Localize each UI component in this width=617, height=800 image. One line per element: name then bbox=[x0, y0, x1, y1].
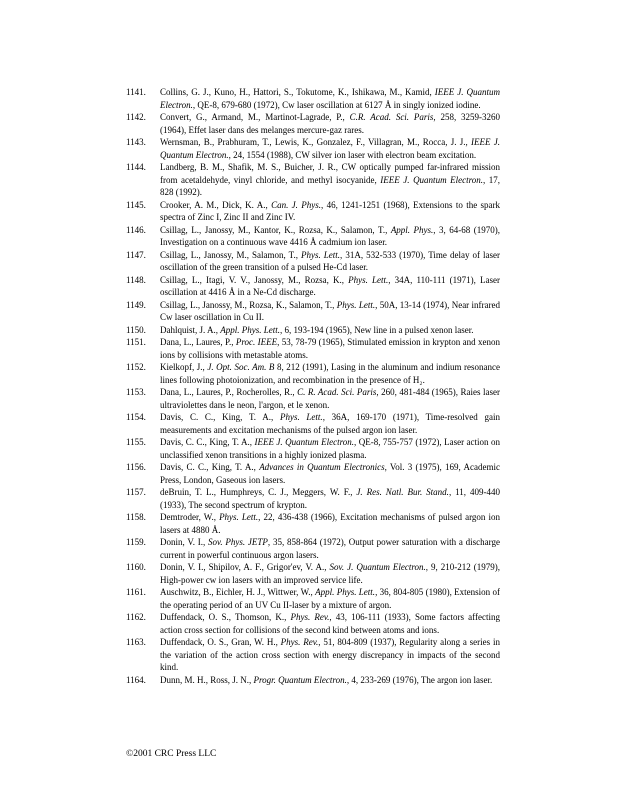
reference-item bbox=[126, 324, 500, 337]
reference-segment: , 46, 1241-1251 (1968), Extensions to the spark spectra of Zinc I, Zinc II and Zinc IV. bbox=[160, 199, 501, 222]
reference-item bbox=[126, 461, 500, 486]
reference-item bbox=[126, 486, 500, 511]
reference-number: 1151. bbox=[126, 337, 146, 347]
reference-segment: , 43, 106-111 (1933), Some factors affecting action cross section for collisions of the second kind between atoms and ions. bbox=[160, 612, 500, 635]
journal-name: Appl. Phys. Lett. bbox=[315, 587, 376, 597]
reference-segment: , 6, 193-194 (1965), New line in a pulsed xenon laser. bbox=[280, 324, 474, 335]
reference-segment: Csillag, L., Itagi, V. V., Janossy, M., Rozsa, K., bbox=[160, 274, 349, 285]
journal-name: IEEE J. Quantum Electron. bbox=[160, 137, 501, 160]
reference-item bbox=[126, 249, 500, 274]
reference-number-gap bbox=[150, 611, 160, 636]
reference-text bbox=[160, 86, 500, 111]
reference-number: 1162. bbox=[126, 612, 146, 622]
reference-text bbox=[160, 336, 500, 361]
reference-number: 1159. bbox=[126, 537, 146, 547]
reference-number-gap bbox=[150, 636, 160, 674]
journal-name: Sov. J. Quantum Electron. bbox=[329, 562, 426, 572]
reference-item bbox=[126, 111, 500, 136]
reference-item bbox=[126, 224, 500, 249]
reference-number: 1146. bbox=[126, 224, 146, 235]
reference-item bbox=[126, 636, 500, 674]
reference-number: 1157. bbox=[126, 487, 146, 497]
reference-number-gap bbox=[150, 336, 160, 361]
reference-number-gap bbox=[150, 461, 160, 486]
copyright-footer: ©2001 CRC Press LLC bbox=[126, 749, 217, 759]
journal-name: IEEE J. Quantum Electron. bbox=[380, 174, 483, 185]
reference-segment: , QE-8, 679-680 (1972), Cw laser oscillation at 6127 Å in singly ionized iodine. bbox=[192, 99, 481, 110]
reference-number: 1150. bbox=[126, 324, 146, 335]
reference-number-gap bbox=[150, 511, 160, 536]
reference-number-gap bbox=[150, 536, 160, 561]
reference-segment: Dana, L., Laures, P., Rocherolles, R., bbox=[160, 387, 298, 397]
reference-text bbox=[160, 324, 500, 337]
journal-name: Phys. Lett. bbox=[336, 299, 376, 310]
reference-text bbox=[160, 111, 500, 136]
reference-number: 1155. bbox=[126, 437, 146, 447]
reference-text bbox=[160, 536, 500, 561]
reference-text bbox=[160, 199, 500, 224]
reference-number-gap bbox=[150, 136, 160, 161]
reference-number-gap bbox=[150, 561, 160, 586]
reference-number-gap bbox=[150, 111, 160, 136]
journal-name: Phys. Lett. bbox=[219, 512, 259, 522]
reference-number: 1149. bbox=[126, 299, 146, 310]
journal-name: Phys. Lett. bbox=[348, 274, 389, 285]
reference-item bbox=[126, 611, 500, 636]
reference-item bbox=[126, 411, 500, 436]
reference-segment: Dunn, M. H., Ross, J. N., bbox=[160, 674, 254, 685]
reference-number: 1152. bbox=[126, 362, 146, 372]
reference-number-gap bbox=[150, 361, 160, 386]
journal-name: Proc. IEEE bbox=[235, 337, 278, 347]
reference-segment: Kielkopf, J., bbox=[160, 362, 208, 372]
reference-segment: , 51, 804-809 (1937), Regularity along a series in the variation of the action cross section with energy discrepancy in impacts of the second kind. bbox=[160, 637, 500, 672]
journal-name: Phys. Lett. bbox=[301, 249, 341, 260]
reference-segment: , Vol. 3 (1975), 169, Academic Press, London, Gaseous ion lasers. bbox=[160, 462, 501, 485]
reference-segment: , 260, 481-484 (1965), Raies laser ultraviolettes dans le neon, l'argon, et le xenon. bbox=[160, 387, 500, 410]
reference-text bbox=[160, 611, 500, 636]
journal-name: Appl. Phys. bbox=[390, 224, 434, 235]
journal-name: Progr. Quantum Electron. bbox=[253, 674, 347, 685]
reference-number: 1148. bbox=[126, 274, 146, 285]
reference-text bbox=[160, 636, 500, 674]
reference-segment: , 3, 64-68 (1970), Investigation on a continuous wave 4416 Å cadmium ion laser. bbox=[160, 224, 500, 247]
reference-number-gap bbox=[150, 274, 160, 299]
reference-item bbox=[126, 674, 500, 687]
reference-text bbox=[160, 224, 500, 249]
journal-name: Can. J. Phys. bbox=[271, 199, 321, 210]
reference-segment: , 36, 804-805 (1980), Extension of the operating period of an UV Cu II-laser by a mixture of argon. bbox=[160, 587, 501, 610]
reference-number: 1147. bbox=[126, 249, 146, 260]
reference-segment: , 53, 78-79 (1965), Stimulated emission in krypton and xenon ions by collisions with metastable atoms. bbox=[160, 337, 500, 360]
reference-segment: , 34A, 110-111 (1971), Laser oscillation at 4416 Å in a Ne-Cd discharge. bbox=[160, 274, 500, 297]
reference-item bbox=[126, 586, 500, 611]
reference-segment: , 36A, 169-170 (1971), Time-resolved gain measurements and excitation mechanisms of the pulsed argon ion laser. bbox=[160, 412, 500, 435]
reference-text bbox=[160, 674, 500, 687]
reference-segment: , 17, 828 (1992). bbox=[160, 174, 500, 197]
reference-number-gap bbox=[150, 249, 160, 274]
reference-segment: Csillag, L., Janossy, M., Kantor, K., Rozsa, K., Salamon, T., bbox=[160, 224, 391, 235]
reference-text bbox=[160, 249, 500, 274]
reference-segment: , 50A, 13-14 (1974), Near infrared Cw laser oscillation in Cu II. bbox=[160, 299, 500, 322]
reference-item bbox=[126, 199, 500, 224]
reference-segment: Crooker, A. M., Dick, K. A., bbox=[160, 199, 272, 210]
reference-segment: Davis, C. C., King, T. A., bbox=[160, 437, 255, 447]
reference-text bbox=[160, 511, 500, 536]
reference-item bbox=[126, 336, 500, 361]
reference-segment: Demtroder, W., bbox=[160, 512, 220, 522]
reference-number: 1142. bbox=[126, 112, 146, 122]
reference-text bbox=[160, 411, 500, 436]
reference-segment: , 35, 858-864 (1972), Output power saturation with a discharge current in powerful continuous argon lasers. bbox=[160, 537, 500, 560]
journal-name: J. Res. Natl. Bur. Stand. bbox=[356, 487, 449, 497]
reference-segment: 8, 212 (1991), Lasing in the aluminum and indium resonance lines following photoionization, and recombination in the presence of H₂. bbox=[160, 362, 500, 385]
journal-name: Appl. Phys. Lett. bbox=[220, 324, 281, 335]
reference-number-gap bbox=[150, 674, 160, 687]
reference-text bbox=[160, 386, 500, 411]
reference-segment: Csillag, L., Janossy, M., Salamon, T., bbox=[160, 249, 302, 260]
reference-segment: , 11, 409-440 (1933), The second spectrum of krypton. bbox=[160, 487, 500, 510]
journal-name: IEEE J. Quantum Electron. bbox=[254, 437, 354, 447]
reference-number: 1161. bbox=[126, 587, 146, 597]
reference-segment: Dana, L., Laures, P., bbox=[160, 337, 236, 347]
reference-number-gap bbox=[150, 411, 160, 436]
journal-name: Sov. Phys. JETP bbox=[208, 537, 268, 547]
reference-item bbox=[126, 436, 500, 461]
reference-segment: Donin, V. I., Shipilov, A. F., Grigor'ev, V. A., bbox=[160, 562, 330, 572]
reference-segment: Duffendack, O. S., Gran, W. H., bbox=[160, 637, 281, 647]
reference-item bbox=[126, 86, 500, 111]
reference-item bbox=[126, 161, 500, 199]
journal-name: Phys. Lett. bbox=[279, 412, 323, 422]
reference-segment: , 24, 1554 (1988), CW silver ion laser with electron beam excitation. bbox=[228, 149, 477, 160]
reference-text bbox=[160, 436, 500, 461]
reference-segment: , 4, 233-269 (1976), The argon ion laser. bbox=[346, 674, 493, 685]
journal-name: Phys. Rev. bbox=[290, 612, 330, 622]
reference-segment: Donin, V. I., bbox=[160, 537, 209, 547]
reference-number-gap bbox=[150, 161, 160, 199]
reference-segment: Davis, C. C., King, T. A., bbox=[160, 462, 260, 472]
reference-segment: , 258, 3259-3260 (1964), Effet laser dans des melanges mercure-gaz rares. bbox=[160, 112, 500, 135]
reference-segment: Csillag, L., Janossy, M., Rozsa, K., Salamon, T., bbox=[160, 299, 337, 310]
reference-number-gap bbox=[150, 199, 160, 224]
journal-name: Phys. Rev. bbox=[280, 637, 319, 647]
reference-number: 1158. bbox=[126, 512, 146, 522]
reference-segment: Convert, G., Armand, M., Martinot-Lagrade, P., bbox=[160, 112, 350, 122]
reference-number-gap bbox=[150, 299, 160, 324]
reference-number: 1156. bbox=[126, 462, 146, 472]
reference-item bbox=[126, 536, 500, 561]
reference-segment: Davis, C. C., King, T. A., bbox=[160, 412, 280, 422]
journal-name: C. R. Acad. Sci. Paris bbox=[297, 387, 377, 397]
reference-text bbox=[160, 586, 500, 611]
reference-segment: , QE-8, 755-757 (1972), Laser action on unclassified xenon transitions in a highly ionized plasma. bbox=[160, 437, 500, 460]
reference-text bbox=[160, 361, 500, 386]
reference-text bbox=[160, 299, 500, 324]
reference-text bbox=[160, 274, 500, 299]
reference-number: 1164. bbox=[126, 674, 146, 685]
reference-number-gap bbox=[150, 586, 160, 611]
reference-number: 1160. bbox=[126, 562, 146, 572]
reference-number-gap bbox=[150, 324, 160, 337]
reference-item bbox=[126, 136, 500, 161]
reference-segment: Wernsman, B., Prabhuram, T., Lewis, K., Gonzalez, F., Villagran, M., Rocca, J. J., bbox=[160, 137, 472, 147]
reference-segment: Auschwitz, B., Eichler, H. J., Wittwer, W., bbox=[160, 587, 316, 597]
journal-name: Advances in Quantum Electronics bbox=[259, 462, 385, 472]
reference-number: 1143. bbox=[126, 137, 146, 147]
reference-text bbox=[160, 136, 500, 161]
journal-name: J. Opt. Soc. Am. B bbox=[207, 362, 275, 372]
reference-text bbox=[160, 161, 500, 199]
reference-number: 1144. bbox=[126, 162, 146, 172]
reference-number: 1145. bbox=[126, 199, 146, 210]
journal-name: C.R. Acad. Sci. Paris bbox=[349, 112, 434, 122]
reference-segment: Dahlquist, J. A., bbox=[160, 324, 221, 335]
reference-segment: deBruin, T. L., Humphreys, C. J., Meggers, W. F., bbox=[160, 487, 357, 497]
reference-text bbox=[160, 486, 500, 511]
reference-item bbox=[126, 274, 500, 299]
reference-number-gap bbox=[150, 386, 160, 411]
reference-number: 1153. bbox=[126, 387, 146, 397]
reference-segment: , 9, 210-212 (1979), High-power cw ion lasers with an improved service life. bbox=[160, 562, 500, 585]
reference-item bbox=[126, 386, 500, 411]
reference-item bbox=[126, 361, 500, 386]
reference-number-gap bbox=[150, 436, 160, 461]
reference-number-gap bbox=[150, 486, 160, 511]
reference-number-gap bbox=[150, 224, 160, 249]
reference-segment: , 31A, 532-533 (1970), Time delay of laser oscillation of the green transition of a pulsed He-Cd laser. bbox=[160, 249, 500, 272]
reference-item bbox=[126, 511, 500, 536]
reference-segment: Landberg, B. M., Shafik, M. S., Buicher, J. R., CW optically pumped far-infrared mission from acetaldehyde, vinyl chloride, and methyl isocyanide, bbox=[160, 162, 500, 185]
reference-number: 1154. bbox=[126, 412, 146, 422]
reference-item bbox=[126, 561, 500, 586]
reference-segment: Duffendack, O. S., Thomson, K., bbox=[160, 612, 291, 622]
reference-number: 1163. bbox=[126, 637, 146, 647]
reference-text bbox=[160, 461, 500, 486]
reference-list bbox=[126, 86, 500, 686]
reference-item bbox=[126, 299, 500, 324]
journal-name: IEEE J. Quantum Electron. bbox=[160, 87, 501, 110]
reference-segment: Collins, G. J., Kuno, H., Hattori, S., Tokutome, K., Ishikawa, M., Kamid, bbox=[160, 87, 435, 97]
reference-number-gap bbox=[150, 86, 160, 111]
reference-text bbox=[160, 561, 500, 586]
reference-number: 1141. bbox=[126, 87, 146, 97]
reference-segment: , 22, 436-438 (1966), Excitation mechanisms of pulsed argon ion lasers at 4880 Å. bbox=[160, 512, 500, 535]
